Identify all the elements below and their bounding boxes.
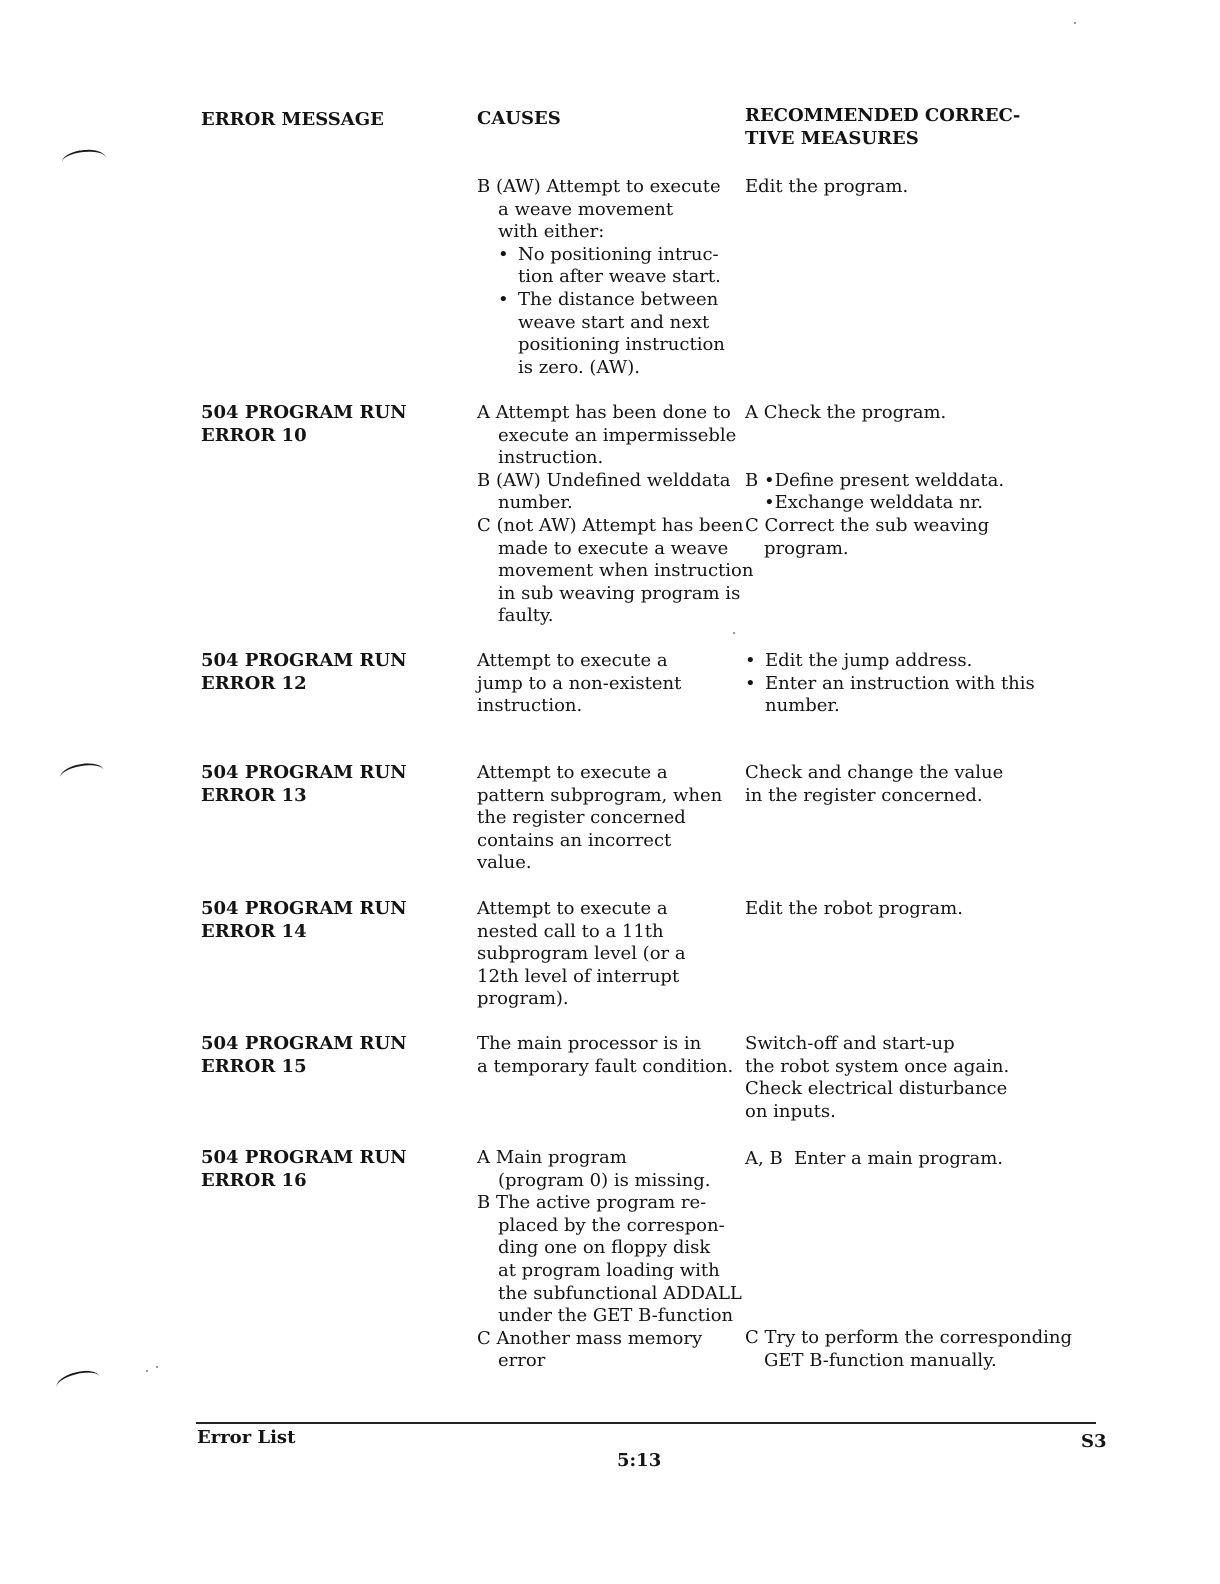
fix-line: in the register concerned.: [745, 784, 983, 806]
cause-line: B (AW) Attempt to execute: [477, 176, 721, 197]
header-error-message: ERROR MESSAGE: [201, 109, 384, 130]
error-number: ERROR 12: [201, 672, 307, 694]
fix-bullet: [745, 650, 1035, 673]
fix-bullet: [745, 673, 1035, 718]
cause-line: (program 0) is missing.: [498, 1169, 711, 1191]
footer-rule: [196, 1422, 1096, 1424]
fix-cell: [745, 1148, 1003, 1171]
fix-line: Edit the jump address.: [765, 650, 973, 671]
cause-line: error: [498, 1350, 546, 1372]
fix-line: the robot system once again.: [745, 1055, 1010, 1077]
cause-line: Attempt to execute a: [477, 650, 668, 671]
cause-line: the subfunctional ADDALL: [498, 1282, 742, 1304]
cause-line: value.: [477, 852, 532, 874]
cause-cell: [477, 1147, 742, 1373]
error-message-cell: [201, 402, 407, 447]
error-code: 504 PROGRAM RUN: [201, 402, 407, 423]
error-number: ERROR 13: [201, 784, 307, 806]
error-code: 504 PROGRAM RUN: [201, 650, 407, 671]
footer-section-code: S3: [1081, 1431, 1107, 1452]
cause-line: Attempt to execute a: [477, 898, 668, 919]
cause-line: No positioning intruc-: [518, 243, 719, 265]
cause-bullet: [477, 244, 725, 289]
cause-line: B The active program re-: [477, 1192, 707, 1214]
cause-line: movement when instruction: [498, 560, 754, 582]
fix-line: A, B Enter a main program.: [745, 1148, 1003, 1169]
scan-speck: [733, 632, 735, 634]
fix-cell: [745, 650, 1035, 718]
cause-line: A Attempt has been done to: [477, 402, 731, 423]
fix-cell: [745, 1327, 1072, 1372]
header-causes: CAUSES: [477, 108, 561, 129]
cause-line: a temporary fault condition.: [477, 1055, 734, 1077]
cause-line: with either:: [498, 221, 605, 243]
cause-cell: [477, 898, 686, 1011]
cause-cell: [477, 402, 753, 628]
fix-line: Edit the program.: [745, 176, 909, 197]
bullet-icon: •: [498, 288, 509, 310]
fix-line: Switch-off and start-up: [745, 1033, 955, 1054]
cause-line: pattern subprogram, when: [477, 784, 723, 806]
error-number: ERROR 10: [201, 424, 307, 446]
page-number: 5:13: [617, 1450, 662, 1471]
cause-line: faulty.: [498, 605, 554, 627]
cause-line: number.: [498, 492, 573, 514]
error-code: 504 PROGRAM RUN: [201, 898, 407, 919]
fix-line: program.: [764, 537, 849, 559]
cause-line: is zero. (AW).: [518, 356, 640, 378]
cause-line: subprogram level (or a: [477, 943, 686, 965]
cause-line: program).: [477, 988, 569, 1010]
fix-line: number.: [765, 695, 840, 717]
error-number: ERROR 14: [201, 920, 307, 942]
fix-line: A Check the program.: [745, 402, 947, 423]
cause-line: instruction.: [498, 447, 604, 469]
fix-line: C Correct the sub weaving: [745, 514, 990, 536]
cause-line: tion after weave start.: [518, 266, 721, 288]
cause-line: C (not AW) Attempt has been: [477, 514, 744, 536]
cause-cell: [477, 1033, 733, 1078]
bullet-icon: •: [498, 243, 509, 265]
cause-line: C Another mass memory: [477, 1327, 703, 1349]
cause-line: made to execute a weave: [498, 537, 729, 559]
binder-hole-mark: [59, 760, 106, 787]
cause-line: B (AW) Undefined welddata: [477, 469, 731, 491]
fix-line: GET B-function manually.: [764, 1349, 997, 1371]
cause-line: weave start and next: [518, 311, 710, 333]
fix-line: Enter an instruction with this: [765, 672, 1035, 694]
cause-cell: [477, 650, 681, 718]
error-message-cell: [201, 1147, 407, 1192]
error-message-cell: [201, 650, 407, 695]
fix-cell: [745, 1033, 1009, 1123]
fix-line: on inputs.: [745, 1100, 836, 1122]
binder-hole-mark: [61, 148, 107, 172]
footer-section-title: Error List: [197, 1427, 296, 1448]
cause-line: in sub weaving program is: [498, 582, 741, 604]
header-line: RECOMMENDED CORREC-: [745, 105, 1021, 126]
error-message-cell: [201, 762, 407, 807]
header-line: TIVE MEASURES: [745, 127, 919, 149]
cause-cell: [477, 176, 725, 379]
cause-line: ding one on floppy disk: [498, 1237, 711, 1259]
fix-line: Check electrical disturbance: [745, 1078, 1008, 1100]
fix-line: B •Define present welddata.: [745, 469, 1005, 491]
scan-speck: [1074, 22, 1076, 24]
fix-line: C Try to perform the corresponding: [745, 1327, 1073, 1348]
error-message-cell: [201, 898, 407, 943]
cause-cell: [477, 762, 722, 875]
scan-speck: [146, 1370, 148, 1372]
binder-hole-mark: [54, 1367, 102, 1397]
fix-cell: [745, 762, 1003, 807]
error-message-cell: [201, 1033, 407, 1078]
cause-line: jump to a non-existent: [477, 672, 682, 694]
header-corrective-measures: [745, 105, 1020, 150]
cause-line: The main processor is in: [477, 1033, 702, 1054]
cause-line: contains an incorrect: [477, 829, 672, 851]
scan-speck: [156, 1366, 158, 1368]
cause-line: instruction.: [477, 695, 583, 717]
cause-line: nested call to a 11th: [477, 920, 664, 942]
cause-line: Attempt to execute a: [477, 762, 668, 783]
fix-cell: [745, 176, 908, 199]
cause-bullet: [477, 289, 725, 379]
cause-line: a weave movement: [498, 198, 674, 220]
cause-line: placed by the correspon-: [498, 1214, 725, 1236]
fix-line: Check and change the value: [745, 762, 1004, 783]
error-number: ERROR 15: [201, 1055, 307, 1077]
cause-line: positioning instruction: [518, 334, 725, 356]
cause-line: the register concerned: [477, 807, 686, 829]
cause-line: under the GET B-function: [498, 1305, 734, 1327]
error-code: 504 PROGRAM RUN: [201, 1147, 407, 1168]
cause-line: at program loading with: [498, 1259, 720, 1281]
error-code: 504 PROGRAM RUN: [201, 762, 407, 783]
fix-cell: [745, 402, 1004, 560]
bullet-icon: •: [745, 650, 756, 671]
fix-line: Edit the robot program.: [745, 898, 963, 919]
error-code: 504 PROGRAM RUN: [201, 1033, 407, 1054]
cause-line: execute an impermisseble: [498, 424, 737, 446]
bullet-icon: •: [745, 672, 756, 694]
cause-line: The distance between: [518, 288, 719, 310]
error-number: ERROR 16: [201, 1169, 307, 1191]
fix-cell: [745, 898, 963, 921]
cause-line: A Main program: [477, 1147, 627, 1168]
cause-line: 12th level of interrupt: [477, 965, 680, 987]
fix-line: •Exchange welddata nr.: [764, 492, 984, 514]
